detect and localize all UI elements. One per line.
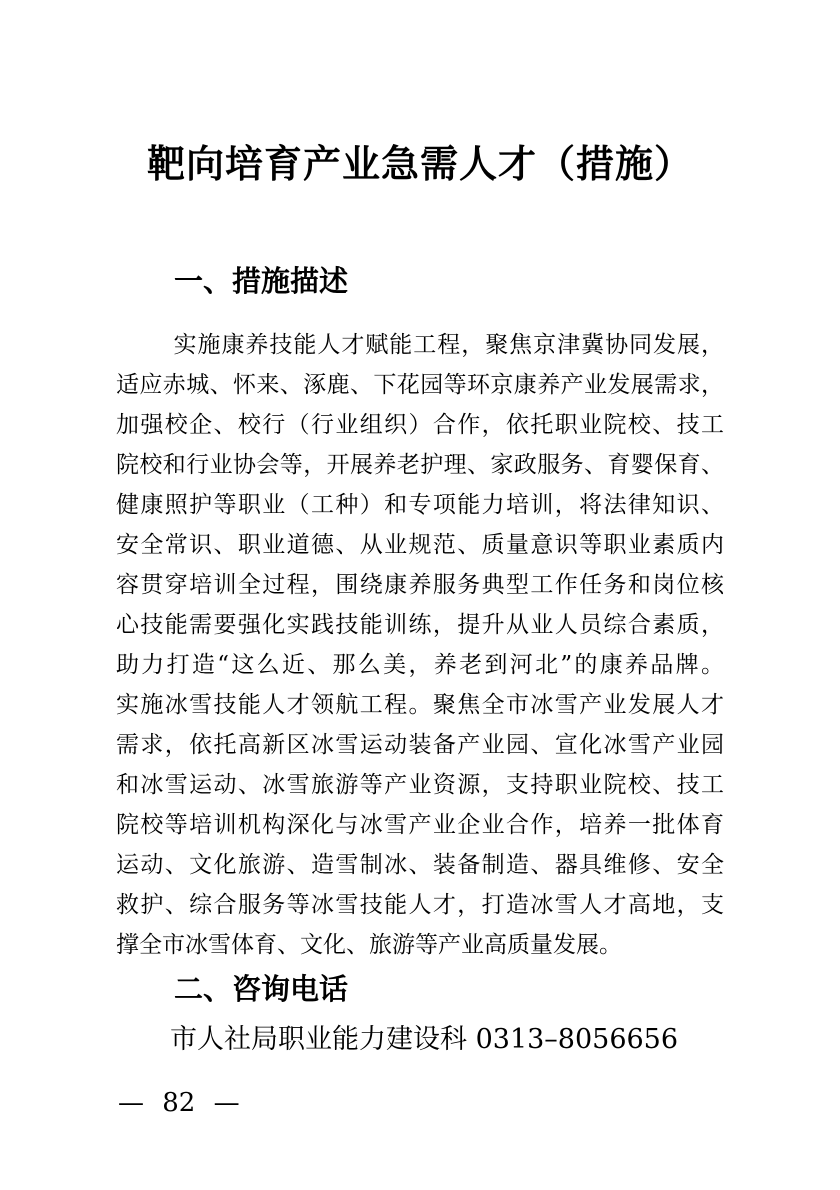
body-line: 实施冰雪技能人才领航工程。聚焦全市冰雪产业发展人才 <box>116 692 724 718</box>
body-line: 加强校企、校行（行业组织）合作，依托职业院校、技工 <box>116 412 724 438</box>
body-line: 容贯穿培训全过程，围绕康养服务典型工作任务和岗位核 <box>116 572 724 598</box>
section-1-heading: 一、措施描述 <box>174 264 349 298</box>
section-2-heading: 二、咨询电话 <box>174 972 349 1006</box>
body-line: 和冰雪运动、冰雪旅游等产业资源，支持职业院校、技工 <box>116 772 724 798</box>
body-line: 需求，依托高新区冰雪运动装备产业园、宣化冰雪产业园 <box>116 732 724 758</box>
body-line: 适应赤城、怀来、涿鹿、下花园等环京康养产业发展需求， <box>116 372 724 398</box>
section-1-body <box>0 325 840 965</box>
body-line: 健康照护等职业（工种）和专项能力培训，将法律知识、 <box>116 492 724 518</box>
body-line: 运动、文化旅游、造雪制冰、装备制造、器具维修、安全 <box>116 852 724 878</box>
body-line: 院校和行业协会等，开展养老护理、家政服务、育婴保育、 <box>116 452 724 478</box>
contact-info: 市人社局职业能力建设科 0313–8056656 <box>170 1024 679 1055</box>
body-line: 撑全市冰雪体育、文化、旅游等产业高质量发展。 <box>116 932 622 958</box>
body-line: 安全常识、职业道德、从业规范、质量意识等职业素质内 <box>116 532 724 558</box>
body-line: 救护、综合服务等冰雪技能人才，打造冰雪人才高地，支 <box>116 892 724 918</box>
document-title: 靶向培育产业急需人才（措施） <box>146 141 693 186</box>
body-line: 心技能需要强化实践技能训练，提升从业人员综合素质， <box>116 612 724 638</box>
page-number: — 82 — <box>118 1088 240 1118</box>
body-line: 院校等培训机构深化与冰雪产业企业合作，培养一批体育 <box>116 812 724 838</box>
body-line: 助力打造“这么近、那么美，养老到河北”的康养品牌。 <box>116 652 724 678</box>
body-line: 实施康养技能人才赋能工程，聚焦京津冀协同发展， <box>173 332 724 358</box>
